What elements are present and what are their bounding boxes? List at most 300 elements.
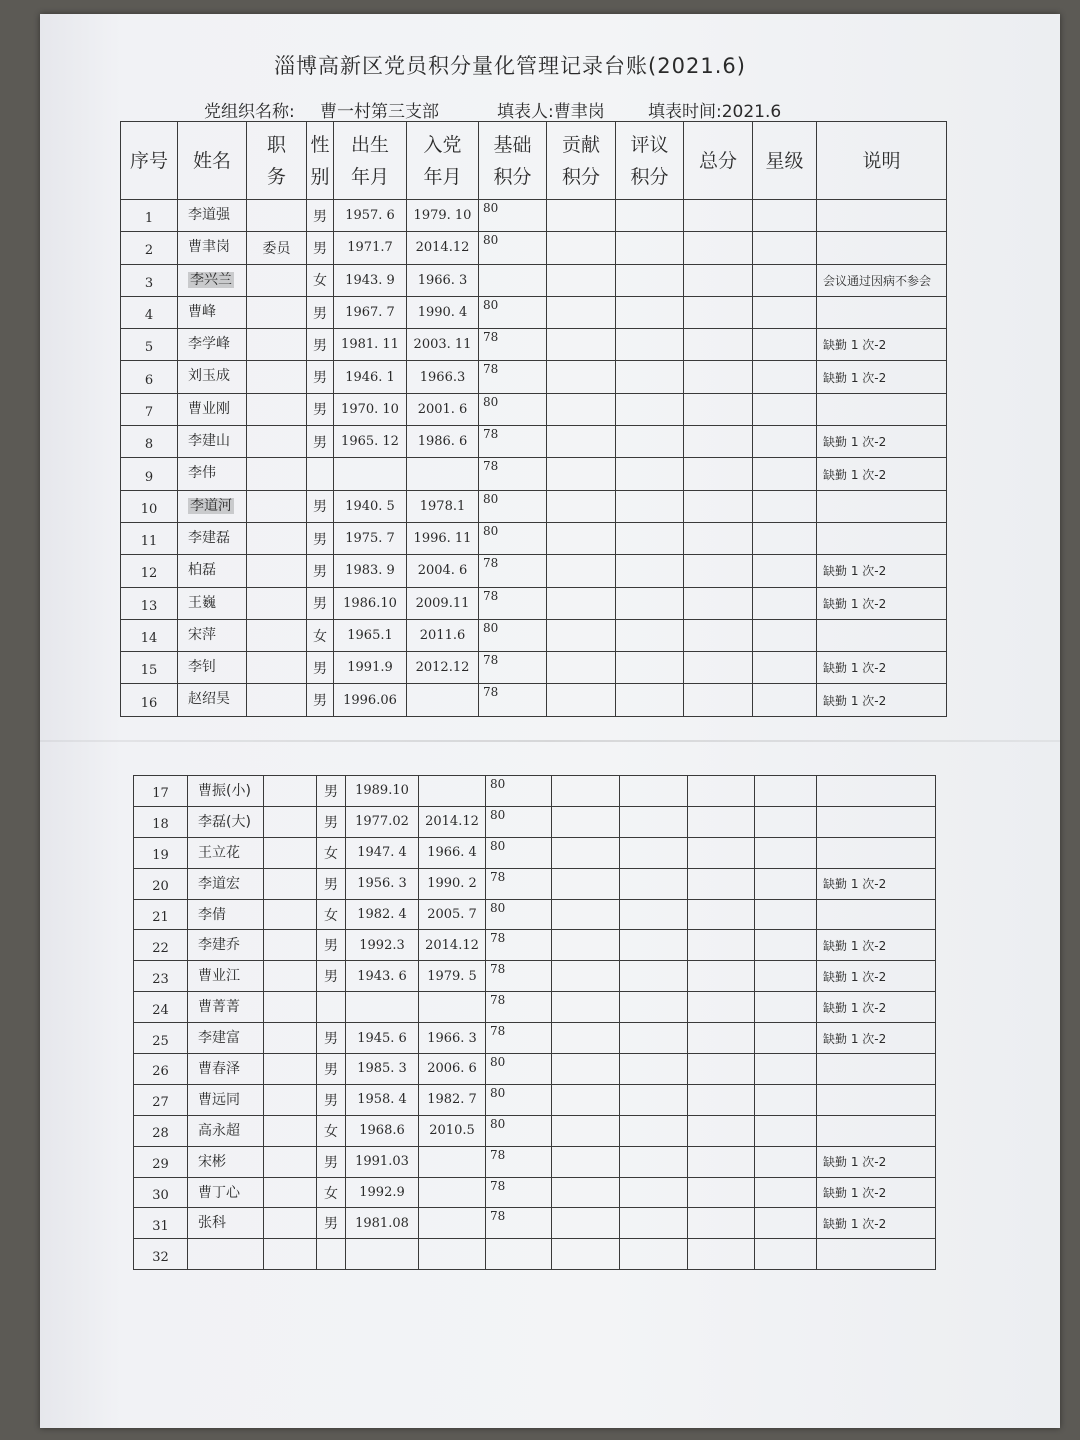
role-cell bbox=[247, 329, 307, 361]
name-cell: 刘玉成 bbox=[178, 361, 247, 393]
note-cell: 缺勤 1 次-2 bbox=[817, 1208, 936, 1239]
total-score-cell bbox=[688, 776, 755, 807]
header-review-score bbox=[616, 122, 684, 200]
header-note bbox=[817, 122, 947, 200]
birth-date-cell: 1991.03 bbox=[346, 1146, 419, 1177]
role-cell bbox=[264, 1054, 317, 1085]
header-name-line: 姓名 bbox=[192, 149, 231, 172]
star-level-cell bbox=[755, 837, 817, 868]
header-gender-line: 性 bbox=[310, 133, 330, 156]
birth-date-cell: 1989.10 bbox=[346, 776, 419, 807]
birth-date-cell: 1983. 9 bbox=[334, 555, 407, 587]
star-level-cell bbox=[753, 426, 817, 458]
gender-cell: 男 bbox=[307, 522, 334, 554]
join-date-cell: 2011.6 bbox=[407, 619, 479, 651]
contribution-score-cell bbox=[552, 1115, 620, 1146]
join-date-cell: 1966. 3 bbox=[419, 1023, 486, 1054]
seq-cell: 4 bbox=[121, 296, 178, 328]
review-score-cell bbox=[616, 619, 684, 651]
star-level-cell bbox=[755, 1239, 817, 1270]
total-score-cell bbox=[684, 555, 753, 587]
total-score-cell bbox=[688, 1208, 755, 1239]
review-score-cell bbox=[616, 490, 684, 522]
contribution-score-cell bbox=[552, 1208, 620, 1239]
table-row bbox=[134, 1208, 936, 1239]
name-cell: 曹春泽 bbox=[188, 1054, 264, 1085]
join-date-cell: 1996. 11 bbox=[407, 522, 479, 554]
star-level-cell bbox=[753, 684, 817, 716]
note-cell bbox=[817, 296, 947, 328]
total-score-cell bbox=[688, 992, 755, 1023]
seq-cell: 9 bbox=[121, 458, 178, 490]
seq-cell: 10 bbox=[121, 490, 178, 522]
table-row bbox=[121, 296, 947, 328]
header-name bbox=[178, 122, 247, 200]
join-date-cell: 1982. 7 bbox=[419, 1084, 486, 1115]
header-birth-line: 出生 bbox=[350, 133, 389, 156]
total-score-cell bbox=[684, 619, 753, 651]
name-cell bbox=[178, 264, 247, 296]
role-cell bbox=[247, 587, 307, 619]
star-level-cell bbox=[755, 930, 817, 961]
join-date-cell: 1978.1 bbox=[407, 490, 479, 522]
table-row bbox=[134, 1084, 936, 1115]
contribution-score-cell bbox=[552, 899, 620, 930]
name-cell bbox=[178, 490, 247, 522]
total-score-cell bbox=[684, 458, 753, 490]
review-score-cell bbox=[616, 426, 684, 458]
contribution-score-cell bbox=[552, 1239, 620, 1270]
header-star bbox=[753, 122, 817, 200]
note-cell: 缺勤 1 次-2 bbox=[817, 930, 936, 961]
name-cell: 曹丁心 bbox=[188, 1177, 264, 1208]
table-row bbox=[121, 329, 947, 361]
base-score-cell: 80 bbox=[486, 899, 552, 930]
total-score-cell bbox=[684, 684, 753, 716]
table-row bbox=[134, 837, 936, 868]
join-date-cell bbox=[419, 1146, 486, 1177]
gender-cell: 男 bbox=[317, 1146, 346, 1177]
header-contribution-score bbox=[547, 122, 616, 200]
total-score-cell bbox=[688, 930, 755, 961]
base-score-cell: 80 bbox=[479, 490, 547, 522]
header-join-line: 入党 bbox=[423, 133, 462, 156]
total-score-cell bbox=[684, 264, 753, 296]
birth-date-cell: 1968.6 bbox=[346, 1115, 419, 1146]
birth-date-cell: 1981. 11 bbox=[334, 329, 407, 361]
base-score-cell: 78 bbox=[479, 684, 547, 716]
star-level-cell bbox=[755, 899, 817, 930]
name-cell: 王巍 bbox=[178, 587, 247, 619]
review-score-cell bbox=[620, 806, 688, 837]
note-cell: 缺勤 1 次-2 bbox=[817, 555, 947, 587]
base-score-cell: 78 bbox=[486, 930, 552, 961]
seq-cell: 6 bbox=[121, 361, 178, 393]
name-cell: 李倩 bbox=[188, 899, 264, 930]
contribution-score-cell bbox=[547, 684, 616, 716]
name-cell: 李道宏 bbox=[188, 868, 264, 899]
header-total-line: 总分 bbox=[698, 149, 737, 172]
contribution-score-cell bbox=[547, 587, 616, 619]
role-cell bbox=[264, 1208, 317, 1239]
name-cell: 李钊 bbox=[178, 652, 247, 684]
name-cell: 曹聿岗 bbox=[178, 232, 247, 264]
base-score-cell bbox=[479, 264, 547, 296]
gender-cell: 男 bbox=[307, 296, 334, 328]
birth-date-cell: 1965.1 bbox=[334, 619, 407, 651]
note-cell bbox=[817, 899, 936, 930]
birth-date-cell: 1943. 9 bbox=[334, 264, 407, 296]
seq-cell: 25 bbox=[134, 1023, 188, 1054]
base-score-cell: 78 bbox=[486, 1177, 552, 1208]
table-row bbox=[121, 361, 947, 393]
contribution-score-cell bbox=[552, 961, 620, 992]
star-level-cell bbox=[755, 806, 817, 837]
star-level-cell bbox=[753, 652, 817, 684]
gender-cell: 男 bbox=[317, 930, 346, 961]
total-score-cell bbox=[688, 806, 755, 837]
star-level-cell bbox=[755, 1146, 817, 1177]
note-cell: 缺勤 1 次-2 bbox=[817, 992, 936, 1023]
contribution-score-cell bbox=[547, 296, 616, 328]
contribution-score-cell bbox=[547, 458, 616, 490]
header-join-line: 年月 bbox=[423, 165, 462, 188]
birth-date-cell: 1982. 4 bbox=[346, 899, 419, 930]
contribution-score-cell bbox=[552, 1146, 620, 1177]
join-date-cell: 1990. 2 bbox=[419, 868, 486, 899]
gender-cell: 女 bbox=[317, 837, 346, 868]
base-score-cell: 80 bbox=[479, 232, 547, 264]
org-value: 曹一村第三支部 bbox=[320, 102, 439, 122]
table-row bbox=[121, 619, 947, 651]
note-cell: 缺勤 1 次-2 bbox=[817, 426, 947, 458]
table-row bbox=[121, 264, 947, 296]
table-row bbox=[121, 232, 947, 264]
note-cell bbox=[817, 837, 936, 868]
base-score-cell: 80 bbox=[479, 522, 547, 554]
contribution-score-cell bbox=[552, 1054, 620, 1085]
review-score-cell bbox=[616, 555, 684, 587]
base-score-cell: 80 bbox=[486, 1084, 552, 1115]
birth-date-cell: 1975. 7 bbox=[334, 522, 407, 554]
total-score-cell bbox=[684, 232, 753, 264]
role-cell bbox=[247, 684, 307, 716]
join-date-cell: 1966. 3 bbox=[407, 264, 479, 296]
header-seq bbox=[121, 122, 178, 200]
review-score-cell bbox=[620, 1054, 688, 1085]
join-date-cell: 2009.11 bbox=[407, 587, 479, 619]
role-cell bbox=[264, 1239, 317, 1270]
table-row bbox=[134, 992, 936, 1023]
role-cell bbox=[247, 522, 307, 554]
table-row bbox=[134, 1177, 936, 1208]
gender-cell: 男 bbox=[307, 361, 334, 393]
name-cell: 曹峰 bbox=[178, 296, 247, 328]
header-base-score bbox=[479, 122, 547, 200]
star-level-cell bbox=[755, 992, 817, 1023]
header-role-line: 务 bbox=[266, 165, 286, 188]
review-score-cell bbox=[620, 992, 688, 1023]
seq-cell: 5 bbox=[121, 329, 178, 361]
note-cell bbox=[817, 1115, 936, 1146]
review-score-cell bbox=[616, 652, 684, 684]
base-score-cell bbox=[486, 1239, 552, 1270]
gender-cell: 男 bbox=[307, 684, 334, 716]
paper-fold-line bbox=[40, 740, 1060, 742]
birth-date-cell: 1943. 6 bbox=[346, 961, 419, 992]
name-cell: 李学峰 bbox=[178, 329, 247, 361]
table-row bbox=[134, 868, 936, 899]
role-cell bbox=[247, 555, 307, 587]
base-score-cell: 78 bbox=[479, 426, 547, 458]
header-join bbox=[407, 122, 479, 200]
total-score-cell bbox=[688, 837, 755, 868]
base-score-cell: 80 bbox=[486, 1115, 552, 1146]
gender-cell bbox=[317, 1239, 346, 1270]
role-cell bbox=[264, 930, 317, 961]
contribution-score-cell bbox=[552, 930, 620, 961]
birth-date-cell: 1977.02 bbox=[346, 806, 419, 837]
table-body-top bbox=[121, 200, 947, 717]
contribution-score-cell bbox=[552, 776, 620, 807]
filler-field: 填表人:曹聿岗 bbox=[497, 102, 605, 122]
seq-cell: 26 bbox=[134, 1054, 188, 1085]
role-cell bbox=[247, 426, 307, 458]
base-score-cell: 80 bbox=[486, 1054, 552, 1085]
table-header-row bbox=[121, 122, 947, 200]
join-date-cell: 2014.12 bbox=[419, 806, 486, 837]
gender-cell: 男 bbox=[307, 232, 334, 264]
star-level-cell bbox=[753, 522, 817, 554]
contribution-score-cell bbox=[552, 1084, 620, 1115]
birth-date-cell: 1992.9 bbox=[346, 1177, 419, 1208]
star-level-cell bbox=[755, 1023, 817, 1054]
base-score-cell: 78 bbox=[486, 1146, 552, 1177]
birth-date-cell: 1940. 5 bbox=[334, 490, 407, 522]
seq-cell: 24 bbox=[134, 992, 188, 1023]
role-cell bbox=[264, 776, 317, 807]
gender-cell bbox=[317, 992, 346, 1023]
gender-cell: 男 bbox=[317, 868, 346, 899]
role-cell bbox=[247, 619, 307, 651]
birth-date-cell: 1996.06 bbox=[334, 684, 407, 716]
note-cell bbox=[817, 200, 947, 232]
gender-cell: 男 bbox=[307, 555, 334, 587]
join-date-cell: 2014.12 bbox=[419, 930, 486, 961]
gender-cell: 男 bbox=[307, 490, 334, 522]
header-star-line: 星级 bbox=[765, 149, 804, 172]
star-level-cell bbox=[753, 361, 817, 393]
contribution-score-cell bbox=[547, 200, 616, 232]
note-cell: 缺勤 1 次-2 bbox=[817, 1177, 936, 1208]
document-title: 淄博高新区党员积分量化管理记录台账(2021.6) bbox=[274, 54, 746, 78]
contribution-score-cell bbox=[552, 868, 620, 899]
contribution-score-cell bbox=[547, 555, 616, 587]
review-score-cell bbox=[616, 264, 684, 296]
contribution-score-cell bbox=[547, 652, 616, 684]
role-cell bbox=[247, 361, 307, 393]
birth-date-cell: 1947. 4 bbox=[346, 837, 419, 868]
base-score-cell: 78 bbox=[486, 961, 552, 992]
note-cell bbox=[817, 232, 947, 264]
join-date-cell: 1990. 4 bbox=[407, 296, 479, 328]
name-cell: 王立花 bbox=[188, 837, 264, 868]
name-cell: 李建乔 bbox=[188, 930, 264, 961]
table-row bbox=[134, 1054, 936, 1085]
total-score-cell bbox=[688, 1084, 755, 1115]
join-date-cell: 2012.12 bbox=[407, 652, 479, 684]
birth-date-cell: 1986.10 bbox=[334, 587, 407, 619]
birth-date-cell bbox=[346, 992, 419, 1023]
note-cell bbox=[817, 393, 947, 425]
review-score-cell bbox=[620, 1146, 688, 1177]
header-review-score-line: 积分 bbox=[630, 165, 669, 188]
table-row bbox=[134, 961, 936, 992]
join-date-cell: 2003. 11 bbox=[407, 329, 479, 361]
note-cell: 缺勤 1 次-2 bbox=[817, 1023, 936, 1054]
star-level-cell bbox=[755, 961, 817, 992]
note-cell: 缺勤 1 次-2 bbox=[817, 329, 947, 361]
join-date-cell bbox=[419, 1177, 486, 1208]
table-row bbox=[121, 555, 947, 587]
seq-cell: 17 bbox=[134, 776, 188, 807]
review-score-cell bbox=[616, 684, 684, 716]
header-birth bbox=[334, 122, 407, 200]
join-date-cell: 2010.5 bbox=[419, 1115, 486, 1146]
name-cell: 高永超 bbox=[188, 1115, 264, 1146]
base-score-cell: 78 bbox=[486, 1023, 552, 1054]
total-score-cell bbox=[684, 522, 753, 554]
total-score-cell bbox=[688, 899, 755, 930]
note-cell: 缺勤 1 次-2 bbox=[817, 961, 936, 992]
header-role-line: 职 bbox=[266, 133, 286, 156]
total-score-cell bbox=[684, 361, 753, 393]
seq-cell: 28 bbox=[134, 1115, 188, 1146]
role-cell bbox=[247, 264, 307, 296]
birth-date-cell bbox=[334, 458, 407, 490]
gender-cell: 男 bbox=[307, 393, 334, 425]
join-date-cell bbox=[419, 776, 486, 807]
total-score-cell bbox=[684, 426, 753, 458]
seq-cell: 7 bbox=[121, 393, 178, 425]
gender-cell: 男 bbox=[317, 806, 346, 837]
base-score-cell: 80 bbox=[479, 296, 547, 328]
role-cell bbox=[264, 899, 317, 930]
review-score-cell bbox=[620, 1239, 688, 1270]
header-total bbox=[684, 122, 753, 200]
star-level-cell bbox=[755, 776, 817, 807]
name-cell: 宋萍 bbox=[178, 619, 247, 651]
base-score-cell: 80 bbox=[479, 393, 547, 425]
total-score-cell bbox=[684, 329, 753, 361]
contribution-score-cell bbox=[547, 426, 616, 458]
seq-cell: 11 bbox=[121, 522, 178, 554]
name-cell: 李道强 bbox=[178, 200, 247, 232]
table-row bbox=[134, 1239, 936, 1270]
birth-date-cell bbox=[346, 1239, 419, 1270]
seq-cell: 2 bbox=[121, 232, 178, 264]
header-base-score-line: 积分 bbox=[493, 165, 532, 188]
gender-cell: 女 bbox=[317, 899, 346, 930]
contribution-score-cell bbox=[547, 490, 616, 522]
table-row bbox=[134, 930, 936, 961]
review-score-cell bbox=[620, 1115, 688, 1146]
header-note-line: 说明 bbox=[862, 149, 901, 172]
total-score-cell bbox=[688, 1177, 755, 1208]
join-date-cell: 1966.3 bbox=[407, 361, 479, 393]
gender-cell: 男 bbox=[307, 200, 334, 232]
review-score-cell bbox=[620, 1177, 688, 1208]
join-date-cell: 2006. 6 bbox=[419, 1054, 486, 1085]
seq-cell: 14 bbox=[121, 619, 178, 651]
gender-cell: 女 bbox=[317, 1177, 346, 1208]
name-cell: 李磊(大) bbox=[188, 806, 264, 837]
base-score-cell: 78 bbox=[479, 458, 547, 490]
contribution-score-cell bbox=[552, 992, 620, 1023]
table-row bbox=[121, 458, 947, 490]
name-cell: 李建磊 bbox=[178, 522, 247, 554]
note-cell: 缺勤 1 次-2 bbox=[817, 868, 936, 899]
birth-date-cell: 1957. 6 bbox=[334, 200, 407, 232]
table-row bbox=[134, 899, 936, 930]
seq-cell: 13 bbox=[121, 587, 178, 619]
role-cell bbox=[247, 490, 307, 522]
note-cell: 缺勤 1 次-2 bbox=[817, 458, 947, 490]
name-cell: 李建富 bbox=[188, 1023, 264, 1054]
total-score-cell bbox=[688, 1023, 755, 1054]
role-cell bbox=[247, 296, 307, 328]
base-score-cell: 78 bbox=[479, 329, 547, 361]
role-cell bbox=[264, 1177, 317, 1208]
star-level-cell bbox=[755, 1054, 817, 1085]
total-score-cell bbox=[688, 868, 755, 899]
base-score-cell: 78 bbox=[486, 868, 552, 899]
table-row bbox=[121, 652, 947, 684]
note-cell bbox=[817, 1239, 936, 1270]
table-row bbox=[121, 522, 947, 554]
join-date-cell bbox=[407, 684, 479, 716]
birth-date-cell: 1958. 4 bbox=[346, 1084, 419, 1115]
birth-date-cell: 1991.9 bbox=[334, 652, 407, 684]
birth-date-cell: 1970. 10 bbox=[334, 393, 407, 425]
birth-date-cell: 1981.08 bbox=[346, 1208, 419, 1239]
note-cell: 缺勤 1 次-2 bbox=[817, 587, 947, 619]
score-table-bottom bbox=[133, 775, 936, 1270]
join-date-cell: 2005. 7 bbox=[419, 899, 486, 930]
star-level-cell bbox=[755, 1115, 817, 1146]
table-row bbox=[121, 684, 947, 716]
note-cell bbox=[817, 1084, 936, 1115]
review-score-cell bbox=[616, 587, 684, 619]
star-level-cell bbox=[755, 1208, 817, 1239]
role-cell bbox=[264, 806, 317, 837]
seq-cell: 3 bbox=[121, 264, 178, 296]
note-cell bbox=[817, 776, 936, 807]
table-row bbox=[134, 1146, 936, 1177]
role-cell bbox=[264, 1146, 317, 1177]
name-cell: 李建山 bbox=[178, 426, 247, 458]
star-level-cell bbox=[753, 587, 817, 619]
join-date-cell bbox=[407, 458, 479, 490]
join-date-cell bbox=[419, 992, 486, 1023]
join-date-cell: 1979. 10 bbox=[407, 200, 479, 232]
header-seq-line: 序号 bbox=[129, 149, 168, 172]
base-score-cell: 80 bbox=[486, 776, 552, 807]
seq-cell: 30 bbox=[134, 1177, 188, 1208]
birth-date-cell: 1946. 1 bbox=[334, 361, 407, 393]
table-row bbox=[121, 393, 947, 425]
contribution-score-cell bbox=[552, 837, 620, 868]
